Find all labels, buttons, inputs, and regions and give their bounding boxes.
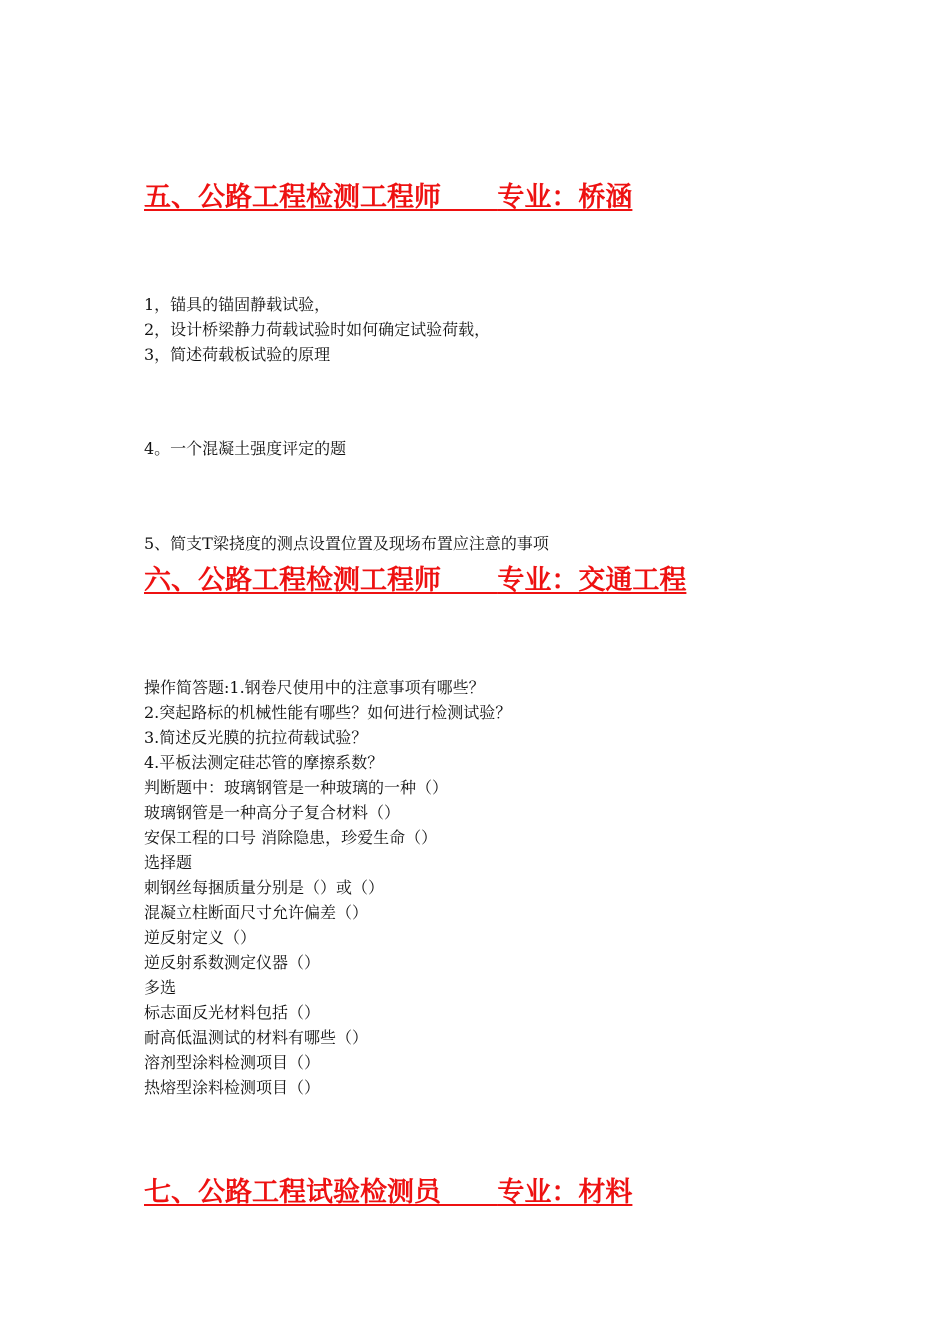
question-4: 4。一个混凝土强度评定的题 (144, 439, 347, 458)
list-item: 安保工程的口号 消除隐患，珍爱生命（） (144, 828, 438, 847)
section-5-specialty: 专业：桥涵 (497, 182, 633, 213)
list-item: 标志面反光材料包括（） (144, 1003, 321, 1022)
section-5-questions (144, 292, 490, 367)
list-item: 耐高低温测试的材料有哪些（） (144, 1028, 369, 1047)
question-1: 1，锚具的锚固静载试验， (144, 295, 331, 314)
list-item: 4.平板法测定硅芯管的摩擦系数？ (144, 753, 384, 772)
list-item: 操作简答题:1.钢卷尺使用中的注意事项有哪些？ (144, 678, 485, 697)
list-item: 溶剂型涂料检测项目（） (144, 1053, 321, 1072)
list-item: 逆反射定义（） (144, 928, 257, 947)
list-item: 选择题 (144, 853, 193, 872)
section-6-heading (144, 564, 686, 598)
section-6-specialty: 专业：交通工程 (497, 565, 687, 596)
section-7-title: 七、公路工程试验检测员 (144, 1177, 441, 1208)
question-2: 2，设计桥梁静力荷载试验时如何确定试验荷载， (144, 320, 491, 339)
section-6-questions (144, 675, 511, 1100)
list-item: 刺钢丝每捆质量分别是（）或（） (144, 878, 385, 897)
list-item: 混凝立柱断面尺寸允许偏差（） (144, 903, 369, 922)
section-5-heading (144, 181, 632, 215)
section-5-title: 五、公路工程检测工程师 (144, 182, 441, 213)
list-item: 逆反射系数测定仪器（） (144, 953, 321, 972)
list-item: 玻璃钢管是一种高分子复合材料（） (144, 803, 401, 822)
section-7-specialty: 专业：材料 (497, 1177, 633, 1208)
list-item: 热熔型涂料检测项目（） (144, 1078, 321, 1097)
list-item: 2.突起路标的机械性能有哪些？如何进行检测试验？ (144, 703, 512, 722)
list-item: 判断题中：玻璃钢管是一种玻璃的一种（） (144, 778, 449, 797)
section-6-title: 六、公路工程检测工程师 (144, 565, 441, 596)
section-7-heading (144, 1176, 632, 1210)
list-item: 多选 (144, 978, 177, 997)
question-5: 5、简支T梁挠度的测点设置位置及现场布置应注意的事项 (144, 534, 549, 553)
list-item: 3.简述反光膜的抗拉荷载试验？ (144, 728, 368, 747)
question-3: 3，简述荷载板试验的原理 (144, 345, 331, 364)
